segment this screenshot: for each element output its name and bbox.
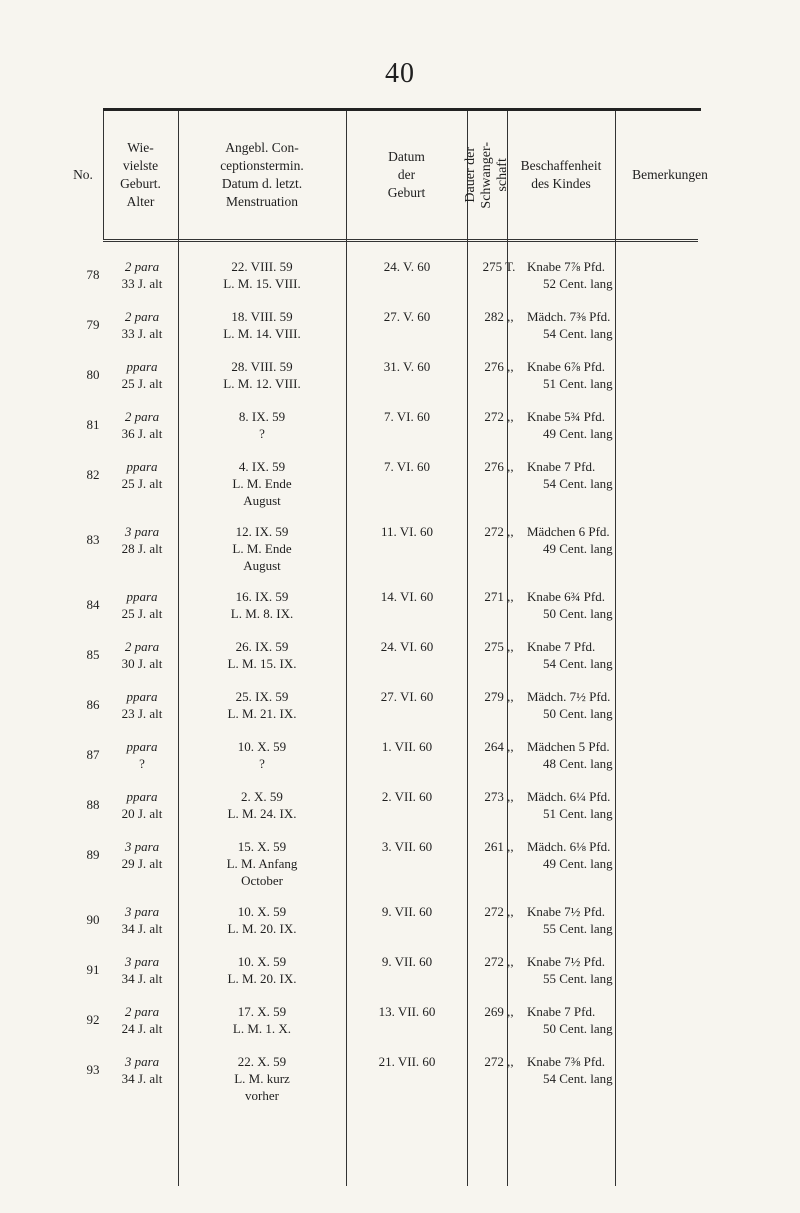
birth-order-age	[107, 788, 177, 822]
header-no: No.	[73, 167, 93, 182]
child-length: 51 Cent. lang	[543, 376, 613, 391]
header-dauer-schwangerschaft: Dauer der Schwanger- schaft	[463, 141, 510, 209]
child-description	[527, 358, 673, 392]
child-length: 54 Cent. lang	[543, 476, 613, 491]
conception-date: 10. X. 59 L. M. 20. IX.	[227, 904, 297, 936]
header-bemerkungen: Bemerkungen	[632, 167, 708, 182]
birth-order-age	[107, 358, 177, 392]
child-sex-weight: Mädchen 6 Pfd.	[527, 524, 610, 539]
row-number: 88	[86, 797, 100, 812]
conception-date: 26. IX. 59 L. M. 15. IX.	[227, 639, 297, 671]
pregnancy-duration: 272 ,,	[484, 954, 514, 969]
page-number: 40	[385, 58, 415, 89]
row-number: 83	[86, 532, 100, 547]
row-number: 86	[86, 697, 100, 712]
child-sex-weight: Knabe 7 Pfd.	[527, 639, 596, 654]
child-sex-weight: Knabe 7⅞ Pfd.	[527, 259, 605, 274]
child-length: 50 Cent. lang	[543, 606, 613, 621]
birth-order: 3 para	[124, 904, 160, 919]
mother-age: 30 J. alt	[121, 656, 163, 671]
mother-age: ?	[139, 756, 145, 771]
birth-order: 2 para	[124, 639, 160, 654]
pregnancy-duration: 276 ,,	[484, 459, 514, 474]
header-conceptionstermin: Angebl. Con- ceptionstermin. Datum d. letzt. Menstruation	[220, 140, 304, 209]
pregnancy-duration: 264 ,,	[484, 739, 514, 754]
birth-date: 14. VI. 60	[380, 589, 434, 604]
birth-order-age	[107, 588, 177, 622]
child-length: 48 Cent. lang	[543, 756, 613, 771]
birth-date: 13. VII. 60	[378, 1004, 436, 1019]
birth-date: 24. V. 60	[383, 259, 431, 274]
child-length: 49 Cent. lang	[543, 426, 613, 441]
row-number: 80	[86, 367, 100, 382]
pregnancy-duration: 275 T.	[482, 259, 516, 274]
pregnancy-duration: 276 ,,	[484, 359, 514, 374]
child-length: 55 Cent. lang	[543, 921, 613, 936]
child-description	[527, 408, 673, 442]
birth-date: 7. VI. 60	[384, 409, 430, 424]
child-length: 52 Cent. lang	[543, 276, 613, 291]
child-description	[527, 638, 673, 672]
birth-order: 2 para	[124, 309, 160, 324]
child-length: 51 Cent. lang	[543, 806, 613, 821]
child-sex-weight: Knabe 6¾ Pfd.	[527, 589, 605, 604]
mother-age: 33 J. alt	[121, 276, 163, 291]
birth-date: 9. VII. 60	[381, 954, 433, 969]
conception-date: 12. IX. 59 L. M. Ende August	[232, 524, 292, 573]
pregnancy-duration: 279 ,,	[484, 689, 514, 704]
child-sex-weight: Knabe 7⅜ Pfd.	[527, 1054, 605, 1069]
birth-order: 2 para	[124, 1004, 160, 1019]
child-length: 50 Cent. lang	[543, 1021, 613, 1036]
header-datum-geburt: Datum der Geburt	[387, 149, 426, 200]
conception-date: 4. IX. 59 L. M. Ende August	[232, 459, 292, 508]
row-number: 85	[86, 647, 100, 662]
header-wievielte-geburt: Wie- vielste Geburt. Alter	[120, 140, 161, 209]
pregnancy-duration: 272 ,,	[484, 1054, 514, 1069]
pregnancy-duration: 272 ,,	[484, 524, 514, 539]
row-number: 92	[86, 1012, 100, 1027]
birth-order: 3 para	[124, 1054, 160, 1069]
child-description	[527, 258, 673, 292]
pregnancy-duration: 271 ,,	[484, 589, 514, 604]
mother-age: 34 J. alt	[121, 1071, 163, 1086]
child-description	[527, 1003, 673, 1037]
mother-age: 34 J. alt	[121, 971, 163, 986]
birth-order-age	[107, 308, 177, 342]
child-description	[527, 788, 673, 822]
child-sex-weight: Knabe 7 Pfd.	[527, 1004, 596, 1019]
child-length: 49 Cent. lang	[543, 856, 613, 871]
birth-date: 24. VI. 60	[380, 639, 434, 654]
child-sex-weight: Knabe 5¾ Pfd.	[527, 409, 605, 424]
child-sex-weight: Mädch. 7⅜ Pfd.	[527, 309, 611, 324]
child-sex-weight: Knabe 6⅞ Pfd.	[527, 359, 605, 374]
birth-date: 3. VII. 60	[381, 839, 433, 854]
birth-order-age	[107, 838, 177, 872]
birth-date: 11. VI. 60	[381, 524, 433, 539]
pregnancy-duration: 261 ,,	[484, 839, 514, 854]
birth-order-age	[107, 258, 177, 292]
conception-date: 22. X. 59 L. M. kurz vorher	[234, 1054, 290, 1103]
birth-order-age	[107, 688, 177, 722]
conception-date: 28. VIII. 59 L. M. 12. VIII.	[223, 359, 301, 391]
pregnancy-duration: 269 ,,	[484, 1004, 514, 1019]
birth-date: 7. VI. 60	[384, 459, 430, 474]
birth-order-age	[107, 458, 177, 492]
conception-date: 17. X. 59 L. M. 1. X.	[232, 1004, 292, 1036]
child-description	[527, 903, 673, 937]
child-description	[527, 588, 673, 622]
row-number: 90	[86, 912, 100, 927]
child-description	[527, 1053, 673, 1087]
birth-order: 3 para	[124, 524, 160, 539]
row-number: 84	[86, 597, 100, 612]
child-length: 54 Cent. lang	[543, 326, 613, 341]
birth-order: ppara	[126, 459, 158, 474]
birth-register-table	[73, 111, 708, 1186]
birth-date: 1. VII. 60	[381, 739, 433, 754]
row-number: 78	[86, 267, 100, 282]
mother-age: 24 J. alt	[121, 1021, 163, 1036]
birth-order-age	[107, 638, 177, 672]
header-beschaffenheit: Beschaffenheit des Kindes	[520, 158, 602, 191]
mother-age: 20 J. alt	[121, 806, 163, 821]
pregnancy-duration: 272 ,,	[484, 409, 514, 424]
birth-order-age	[107, 523, 177, 557]
child-length: 49 Cent. lang	[543, 541, 613, 556]
mother-age: 23 J. alt	[121, 706, 163, 721]
child-description	[527, 953, 673, 987]
birth-order-age	[107, 738, 177, 772]
pregnancy-duration: 272 ,,	[484, 904, 514, 919]
birth-date: 31. V. 60	[383, 359, 431, 374]
conception-date: 15. X. 59 L. M. Anfang October	[226, 839, 298, 888]
mother-age: 25 J. alt	[121, 476, 163, 491]
row-number: 79	[86, 317, 100, 332]
birth-order: ppara	[126, 589, 158, 604]
birth-order-age	[107, 1053, 177, 1087]
child-description	[527, 838, 673, 872]
birth-order: 2 para	[124, 409, 160, 424]
child-length: 54 Cent. lang	[543, 656, 613, 671]
birth-order-age	[107, 408, 177, 442]
birth-order: 3 para	[124, 954, 160, 969]
conception-date: 18. VIII. 59 L. M. 14. VIII.	[223, 309, 301, 341]
child-sex-weight: Mädch. 7½ Pfd.	[527, 689, 611, 704]
mother-age: 36 J. alt	[121, 426, 163, 441]
col-divider	[467, 111, 468, 1186]
conception-date: 8. IX. 59 ?	[238, 409, 286, 441]
birth-order-age	[107, 903, 177, 937]
row-number: 93	[86, 1062, 100, 1077]
child-sex-weight: Mädch. 6¼ Pfd.	[527, 789, 611, 804]
child-sex-weight: Knabe 7½ Pfd.	[527, 904, 605, 919]
row-number: 91	[86, 962, 100, 977]
child-description	[527, 738, 673, 772]
child-description	[527, 308, 673, 342]
conception-date: 2. X. 59 L. M. 24. IX.	[227, 789, 297, 821]
conception-date: 10. X. 59 L. M. 20. IX.	[227, 954, 297, 986]
row-number: 82	[86, 467, 100, 482]
mother-age: 25 J. alt	[121, 376, 163, 391]
child-sex-weight: Mädch. 6⅛ Pfd.	[527, 839, 611, 854]
child-description	[527, 523, 673, 557]
pregnancy-duration: 273 ,,	[484, 789, 514, 804]
birth-order: ppara	[126, 689, 158, 704]
child-sex-weight: Knabe 7 Pfd.	[527, 459, 596, 474]
birth-order: ppara	[126, 359, 158, 374]
row-number: 87	[86, 747, 100, 762]
mother-age: 25 J. alt	[121, 606, 163, 621]
child-sex-weight: Mädchen 5 Pfd.	[527, 739, 610, 754]
birth-date: 9. VII. 60	[381, 904, 433, 919]
child-description	[527, 688, 673, 722]
birth-date: 27. V. 60	[383, 309, 431, 324]
row-number: 89	[86, 847, 100, 862]
mother-age: 33 J. alt	[121, 326, 163, 341]
birth-order-age	[107, 1003, 177, 1037]
pregnancy-duration: 275 ,,	[484, 639, 514, 654]
child-sex-weight: Knabe 7½ Pfd.	[527, 954, 605, 969]
header-double-rule	[103, 239, 698, 242]
child-length: 50 Cent. lang	[543, 706, 613, 721]
conception-date: 25. IX. 59 L. M. 21. IX.	[227, 689, 297, 721]
conception-date: 22. VIII. 59 L. M. 15. VIII.	[223, 259, 301, 291]
birth-order: ppara	[126, 739, 158, 754]
pregnancy-duration: 282 ,,	[484, 309, 514, 324]
birth-date: 2. VII. 60	[381, 789, 433, 804]
birth-order: ppara	[126, 789, 158, 804]
child-description	[527, 458, 673, 492]
mother-age: 34 J. alt	[121, 921, 163, 936]
col-divider	[178, 111, 179, 1186]
birth-order: 2 para	[124, 259, 160, 274]
conception-date: 16. IX. 59 L. M. 8. IX.	[230, 589, 294, 621]
child-length: 55 Cent. lang	[543, 971, 613, 986]
mother-age: 29 J. alt	[121, 856, 163, 871]
child-length: 54 Cent. lang	[543, 1071, 613, 1086]
birth-order: 3 para	[124, 839, 160, 854]
birth-order-age	[107, 953, 177, 987]
birth-date: 21. VII. 60	[378, 1054, 436, 1069]
row-number: 81	[86, 417, 100, 432]
mother-age: 28 J. alt	[121, 541, 163, 556]
conception-date: 10. X. 59 ?	[237, 739, 287, 771]
birth-date: 27. VI. 60	[380, 689, 434, 704]
